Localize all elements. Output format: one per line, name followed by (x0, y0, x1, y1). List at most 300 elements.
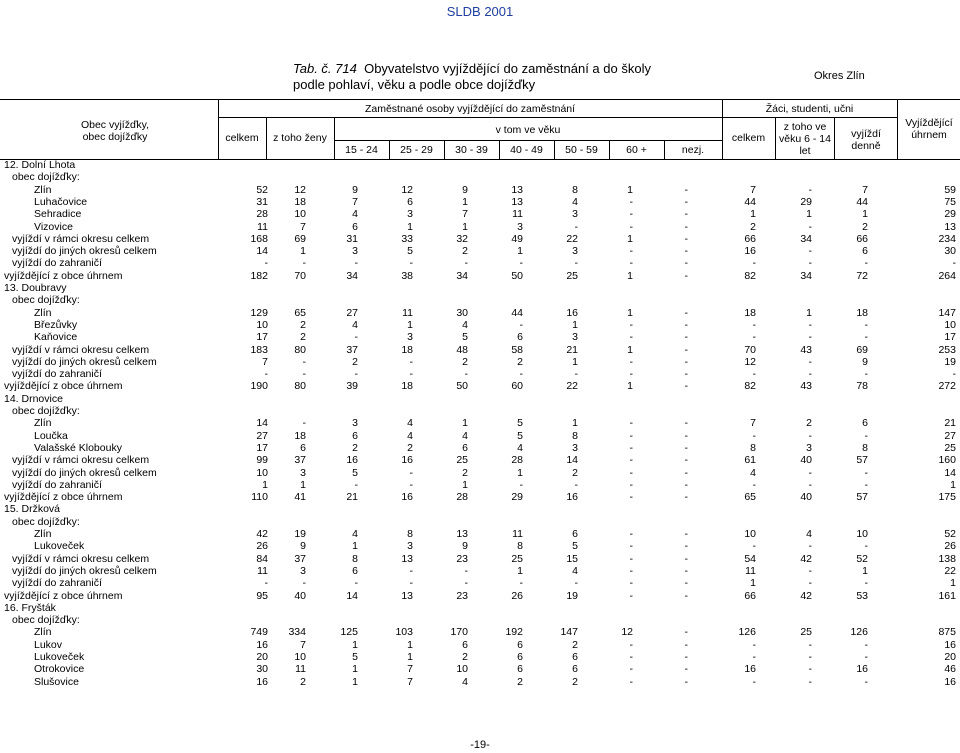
age-header: 60 + (626, 144, 647, 156)
table-cell: 3 (572, 441, 578, 454)
table-cell: 61 (744, 454, 756, 467)
table-cell: - (629, 208, 633, 221)
table-cell: 1 (806, 208, 812, 221)
table-cell: 48 (456, 343, 468, 356)
table-cell: 21 (346, 491, 358, 504)
table-cell: 27 (944, 429, 956, 442)
table-cell: 2 (750, 220, 756, 233)
row-label: Otrokovice (34, 663, 85, 676)
table-cell: - (354, 331, 358, 344)
table-cell: - (684, 429, 688, 442)
table-cell: 3 (572, 208, 578, 221)
table-cell: 11 (745, 564, 756, 577)
table-cell: 2 (572, 675, 578, 688)
table-title-line2: podle pohlaví, věku a podle obce dojížďky (293, 77, 536, 92)
table-cell: - (684, 343, 688, 356)
table-cell: 40 (800, 491, 812, 504)
row-label: vyjíždí v rámci okresu celkem (12, 454, 150, 467)
table-cell: - (808, 638, 812, 651)
row-label: 14. Drnovice (4, 392, 63, 405)
table-cell: 29 (800, 195, 812, 208)
table-cell: 6 (407, 195, 413, 208)
table-cell: - (629, 638, 633, 651)
table-cell: 161 (938, 589, 956, 602)
table-cell: 26 (944, 540, 956, 553)
table-cell: - (629, 318, 633, 331)
table-cell: 70 (294, 269, 306, 282)
table-cell: 1 (862, 564, 868, 577)
table-cell: 4 (352, 318, 358, 331)
table-cell: 80 (294, 343, 306, 356)
table-cell: - (684, 478, 688, 491)
table-cell: 19 (944, 355, 956, 368)
table-cell: 1 (627, 183, 633, 196)
table-cell: 6 (352, 220, 358, 233)
table-cell: 1 (462, 195, 468, 208)
table-cell: - (808, 245, 812, 258)
table-cell: 12 (294, 183, 306, 196)
table-cell: - (684, 318, 688, 331)
age-header: 30 - 39 (455, 144, 488, 156)
group-students-header: Žáci, studenti, učni (765, 103, 854, 115)
table-cell: 5 (572, 540, 578, 553)
table-cell: 1 (352, 638, 358, 651)
table-cell: 8 (862, 441, 868, 454)
table-cell: 9 (462, 540, 468, 553)
table-cell: 2 (462, 245, 468, 258)
table-cell: - (629, 675, 633, 688)
table-cell: 11 (402, 306, 413, 319)
table-cell: 11 (295, 663, 306, 676)
table-cell: 58 (511, 343, 523, 356)
table-cell: - (684, 355, 688, 368)
table-cell: 34 (346, 269, 358, 282)
row-label: Březůvky (34, 318, 78, 331)
table-cell: - (684, 417, 688, 430)
table-cell: 25 (456, 454, 468, 467)
table-cell: - (684, 577, 688, 590)
table-cell: - (302, 355, 306, 368)
table-cell: - (684, 269, 688, 282)
table-cell: 2 (517, 675, 523, 688)
table-cell: 168 (250, 232, 268, 245)
table-cell: 11 (257, 220, 268, 233)
row-label: Lukoveček (34, 540, 85, 553)
table-cell: - (808, 663, 812, 676)
table-cell: 14 (346, 589, 358, 602)
table-cell: - (464, 368, 468, 381)
table-cell: 57 (856, 454, 868, 467)
row-label: Lukoveček (34, 651, 85, 663)
row-label: Zlín (34, 528, 52, 540)
table-cell: 3 (407, 208, 413, 221)
table-cell: 4 (572, 195, 578, 208)
table-cell: - (629, 245, 633, 258)
table-cell: - (684, 454, 688, 467)
table-cell: 31 (256, 195, 268, 208)
table-cell: - (264, 257, 268, 270)
table-cell: - (684, 491, 688, 504)
table-cell: - (354, 368, 358, 381)
table-cell: - (574, 368, 578, 381)
table-cell: 69 (294, 232, 306, 245)
table-cell: 31 (346, 232, 358, 245)
table-cell: 3 (352, 245, 358, 258)
table-cell: 5 (352, 651, 358, 663)
table-cell: - (808, 368, 812, 381)
table-cell: 875 (938, 626, 956, 639)
table-cell: 2 (352, 355, 358, 368)
table-cell: - (864, 540, 868, 553)
table-cell: 28 (256, 208, 268, 221)
table-cell: 2 (462, 651, 468, 663)
table-cell: 8 (352, 552, 358, 565)
table-cell: 103 (395, 626, 413, 639)
table-cell: 1 (407, 651, 413, 663)
table-cell: 1 (627, 269, 633, 282)
header-rule (218, 117, 722, 118)
row-label: vyjíždí v rámci okresu celkem (12, 343, 150, 356)
table-cell: - (409, 368, 413, 381)
table-cell: 34 (456, 269, 468, 282)
table-cell: 7 (862, 183, 868, 196)
table-cell: - (684, 528, 688, 540)
table-cell: 1 (407, 220, 413, 233)
table-cell: 22 (566, 232, 578, 245)
table-cell: 1 (517, 466, 523, 479)
table-cell: 25 (511, 552, 523, 565)
table-cell: - (752, 540, 756, 553)
table-cell: 4 (462, 429, 468, 442)
table-cell: - (264, 368, 268, 381)
table-cell: 16 (744, 245, 756, 258)
celkem-header: celkem (225, 132, 259, 144)
table-cell: - (409, 564, 413, 577)
table-cell: 2 (862, 220, 868, 233)
table-cell: 13 (401, 589, 413, 602)
table-cell: 272 (938, 380, 956, 393)
row-label: vyjíždí do jiných okresů celkem (12, 355, 157, 368)
table-cell: 2 (300, 675, 306, 688)
table-cell: - (629, 589, 633, 602)
table-cell: - (629, 564, 633, 577)
table-cell: - (864, 368, 868, 381)
table-cell: 46 (944, 663, 956, 676)
table-cell: - (629, 651, 633, 663)
table-cell: 749 (250, 626, 268, 639)
table-cell: - (684, 195, 688, 208)
table-cell: 70 (744, 343, 756, 356)
table-cell: 11 (512, 208, 523, 221)
table-cell: 4 (407, 429, 413, 442)
table-cell: 16 (401, 454, 413, 467)
table-cell: 9 (352, 183, 358, 196)
table-cell: 53 (856, 589, 868, 602)
row-label: obec dojížďky: (12, 294, 80, 307)
table-cell: 10 (856, 528, 868, 540)
table-cell: 1 (352, 675, 358, 688)
table-cell: 6 (300, 441, 306, 454)
table-cell: 6 (517, 651, 523, 663)
table-cell: 38 (401, 269, 413, 282)
table-cell: 69 (856, 343, 868, 356)
students-daily-header: vyjíždí denně (851, 128, 881, 152)
table-cell: - (684, 183, 688, 196)
table-cell: - (808, 564, 812, 577)
table-cell: 84 (256, 552, 268, 565)
table-cell: - (808, 478, 812, 491)
table-cell: 66 (744, 589, 756, 602)
table-cell: 3 (806, 441, 812, 454)
table-cell: - (629, 195, 633, 208)
table-cell: - (752, 318, 756, 331)
table-cell: 3 (517, 220, 523, 233)
table-cell: 1 (950, 577, 956, 590)
row-label: Zlín (34, 626, 52, 639)
table-cell: 1 (806, 306, 812, 319)
table-cell: 4 (517, 441, 523, 454)
table-cell: 26 (256, 540, 268, 553)
total-column-header: Vyjíždějící úhrnem (905, 117, 953, 141)
table-cell: 52 (856, 552, 868, 565)
table-cell: 59 (944, 183, 956, 196)
table-cell: - (629, 552, 633, 565)
table-cell: - (629, 528, 633, 540)
table-cell: 16 (856, 663, 868, 676)
table-cell: - (629, 257, 633, 270)
table-cell: - (752, 331, 756, 344)
table-cell: - (684, 675, 688, 688)
table-cell: 42 (256, 528, 268, 540)
table-cell: 33 (401, 232, 413, 245)
table-cell: 2 (407, 441, 413, 454)
table-cell: - (629, 429, 633, 442)
table-cell: 75 (944, 195, 956, 208)
table-cell: 10 (294, 208, 306, 221)
table-cell: 19 (566, 589, 578, 602)
age-header: 40 - 49 (510, 144, 543, 156)
table-cell: - (464, 577, 468, 590)
table-cell: 6 (572, 651, 578, 663)
table-cell: 30 (256, 663, 268, 676)
table-cell: 1 (407, 638, 413, 651)
table-cell: 44 (856, 195, 868, 208)
table-cell: 125 (340, 626, 358, 639)
table-cell: 25 (566, 269, 578, 282)
table-cell: 12 (744, 355, 756, 368)
table-cell: 3 (300, 564, 306, 577)
table-cell: 3 (572, 331, 578, 344)
table-cell: - (808, 257, 812, 270)
table-cell: 16 (566, 491, 578, 504)
table-cell: 22 (944, 564, 956, 577)
table-cell: 170 (450, 626, 468, 639)
table-cell: - (684, 663, 688, 676)
table-cell: 4 (352, 528, 358, 540)
table-cell: - (519, 368, 523, 381)
table-cell: 16 (944, 675, 956, 688)
table-cell: 5 (517, 417, 523, 430)
table-cell: 1 (572, 318, 578, 331)
table-cell: 110 (251, 491, 268, 504)
table-cell: 6 (517, 331, 523, 344)
table-cell: 21 (944, 417, 956, 430)
table-cell: 182 (250, 269, 268, 282)
table-cell: 39 (346, 380, 358, 393)
table-cell: 264 (938, 269, 956, 282)
table-cell: - (684, 540, 688, 553)
table-cell: 4 (352, 208, 358, 221)
table-cell: 126 (850, 626, 868, 639)
age-header: 25 - 29 (400, 144, 433, 156)
table-cell: 18 (744, 306, 756, 319)
table-cell: 6 (352, 564, 358, 577)
table-cell: 66 (856, 232, 868, 245)
table-cell: 82 (744, 380, 756, 393)
table-cell: - (629, 220, 633, 233)
row-label: Loučka (34, 429, 68, 442)
row-label: vyjíždějící z obce úhrnem (4, 491, 123, 504)
table-cell: - (808, 183, 812, 196)
table-cell: 2 (300, 331, 306, 344)
table-cell: 49 (511, 232, 523, 245)
table-cell: 72 (856, 269, 868, 282)
table-cell: 78 (856, 380, 868, 393)
table-cell: 334 (288, 626, 306, 639)
table-cell: 13 (944, 220, 956, 233)
table-cell: 18 (401, 380, 413, 393)
table-cell: 16 (256, 638, 268, 651)
table-cell: 43 (800, 380, 812, 393)
corner-header: Obec vyjížďky, obec dojížďky (80, 119, 150, 143)
row-label: obec dojížďky: (12, 405, 80, 417)
table-cell: 54 (744, 552, 756, 565)
table-cell: 6 (517, 638, 523, 651)
table-cell: - (409, 355, 413, 368)
table-cell: - (519, 257, 523, 270)
district-label: Okres Zlín (814, 70, 865, 82)
app-title: SLDB 2001 (446, 4, 514, 19)
table-cell: 3 (572, 245, 578, 258)
table-cell: - (864, 675, 868, 688)
table-cell: 4 (462, 675, 468, 688)
table-cell: 6 (462, 441, 468, 454)
table-cell: 2 (462, 355, 468, 368)
table-cell: 1 (750, 208, 756, 221)
table-cell: - (354, 257, 358, 270)
table-cell: - (464, 564, 468, 577)
table-cell: 7 (750, 417, 756, 430)
table-cell: 4 (407, 417, 413, 430)
table-cell: - (264, 577, 268, 590)
table-cell: 3 (352, 417, 358, 430)
row-label: Zlín (34, 306, 52, 319)
table-cell: 1 (572, 355, 578, 368)
table-cell: 14 (944, 466, 956, 479)
row-label: Lukov (34, 638, 63, 651)
table-cell: 5 (407, 245, 413, 258)
table-cell: 52 (944, 528, 956, 540)
table-cell: - (684, 245, 688, 258)
age-header: nezj. (681, 144, 705, 156)
students-celkem-header: celkem (731, 132, 766, 144)
table-title-line1 (293, 61, 651, 76)
row-label: vyjíždí do zahraničí (12, 368, 102, 381)
table-cell: - (752, 638, 756, 651)
table-cell: - (519, 318, 523, 331)
table-cell: - (864, 331, 868, 344)
table-cell: - (629, 417, 633, 430)
table-cell: 10 (744, 528, 756, 540)
table-cell: 9 (862, 355, 868, 368)
table-cell: 1 (462, 417, 468, 430)
table-cell: 30 (456, 306, 468, 319)
row-label: obec dojížďky: (12, 515, 80, 528)
row-label: vyjíždějící z obce úhrnem (4, 589, 123, 602)
table-cell: 3 (300, 466, 306, 479)
table-cell: 2 (352, 441, 358, 454)
row-label: Zlín (34, 417, 52, 430)
table-cell: - (519, 577, 523, 590)
table-cell: - (752, 478, 756, 491)
students-age-header: z toho ve věku 6 - 14 let (779, 121, 831, 157)
table-cell: 10 (256, 466, 268, 479)
table-cell: 10 (294, 651, 306, 663)
table-cell: 50 (511, 269, 523, 282)
table-cell: 50 (456, 380, 468, 393)
table-cell: 95 (256, 589, 268, 602)
table-cell: 17 (256, 331, 268, 344)
row-label: vyjíždí do zahraničí (12, 478, 102, 491)
table-cell: 1 (517, 245, 523, 258)
table-cell: - (952, 257, 956, 270)
table-cell: - (808, 355, 812, 368)
table-cell: 40 (800, 454, 812, 467)
table-cell: 9 (300, 540, 306, 553)
table-cell: 1 (517, 564, 523, 577)
table-cell: 5 (517, 429, 523, 442)
table-cell: 4 (572, 564, 578, 577)
table-cell: 42 (800, 552, 812, 565)
table-cell: 16 (256, 675, 268, 688)
table-cell: - (684, 441, 688, 454)
table-cell: 4 (806, 528, 812, 540)
table-cell: - (864, 429, 868, 442)
table-cell: 20 (256, 651, 268, 663)
table-cell: - (752, 651, 756, 663)
table-cell: 183 (250, 343, 268, 356)
table-cell: - (684, 638, 688, 651)
table-number: Tab. č. 714 (293, 61, 357, 76)
table-cell: 5 (352, 466, 358, 479)
table-cell: - (808, 429, 812, 442)
header-bottom-rule (0, 159, 960, 160)
table-cell: - (302, 257, 306, 270)
table-cell: 8 (517, 540, 523, 553)
table-cell: - (629, 368, 633, 381)
table-cell: - (574, 257, 578, 270)
table-cell: 16 (401, 491, 413, 504)
table-cell: 65 (744, 491, 756, 504)
table-cell: - (629, 478, 633, 491)
table-cell: 1 (300, 245, 306, 258)
table-cell: 44 (744, 195, 756, 208)
table-cell: 1 (627, 232, 633, 245)
table-cell: 7 (462, 208, 468, 221)
table-cell: 6 (862, 245, 868, 258)
table-cell: - (808, 651, 812, 663)
table-cell: 8 (572, 183, 578, 196)
